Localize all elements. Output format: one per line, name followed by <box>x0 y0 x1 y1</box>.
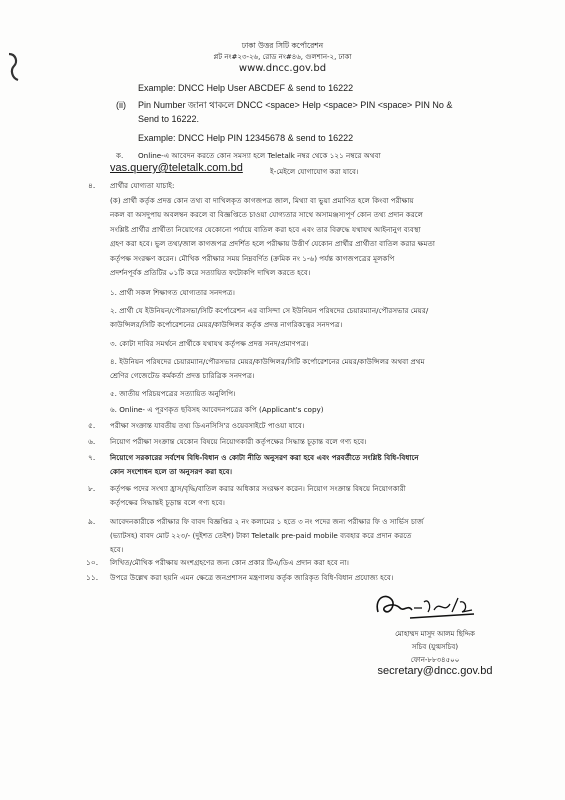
doc-list-item: ৩. কোটা দাবির সমর্থনে প্রার্থীকে যথাযথ কর্তৃপক্ষ প্রদত্ত সনদ/প্রমাণপত্র। <box>110 339 309 348</box>
item-8-text: কর্তৃপক্ষের সিদ্ধান্তই চূড়ান্ত বলে গণ্য হবে। <box>110 498 225 507</box>
item-4-para: সংশ্লিষ্ট প্রার্থীর প্রার্থীতা নিয়োগের যেকোনো পর্যায়ে বাতিল করা হবে এবং তার বিরুদ্ধে যথাযথ আইনানুগ ব্যবস্থা <box>110 225 421 234</box>
doc-list-item: শ্রেণির গেজেটেড কর্মকর্তা প্রদত্ত চারিত্রিক সনদপত্র। <box>110 371 255 380</box>
signatory-email[interactable]: secretary@dncc.gov.bd <box>377 665 493 677</box>
item-ii-number: (ii) <box>116 100 126 110</box>
item-9-text: হবে। <box>110 545 124 554</box>
item-7-number: ৭. <box>88 453 96 462</box>
item-4-para: নকল বা অসদুপায় অবলম্বন করলে বা বিজ্ঞপ্তিতে চাওয়া যোগ্যতার সাথে অসামঞ্জস্যপূর্ণ কোন তথ্য প্রদান করলে <box>110 210 424 219</box>
item-6-number: ৬. <box>88 437 96 446</box>
item-4-title: প্রার্থীর যোগ্যতা যাচাই: <box>110 181 175 190</box>
item-9-text: আবেদনকারীকে পরীক্ষার ফি বাবদ বিজ্ঞপ্তির ২ নং কলামের ১ হতে ৩ নং পদের জন্য পরীক্ষার ফি ও সার্ভিস চার্জ <box>110 517 424 526</box>
doc-list-item: ৬. Online- এ পূরণকৃত ছবিসহ আবেদনপত্রের কপি (Applicant's copy) <box>110 405 324 414</box>
header-address: প্লট নং#২৩-২৬, রোড নং#৪৬, গুলশান-২, ঢাকা <box>213 53 352 61</box>
item-6-text: নিয়োগ পরীক্ষা সংক্রান্ত যেকোন বিষয়ে নিয়োগকারী কর্তৃপক্ষের সিদ্ধান্ত চূড়ান্ত বলে গণ্য হবে। <box>110 437 367 446</box>
doc-list-item: ৫. জাতীয় পরিচয়পত্রের সত্যায়িত অনুলিপি। <box>110 389 236 398</box>
item-ka-number: ক. <box>116 151 124 160</box>
item-4-para: কর্তৃপক্ষ সংরক্ষণ করেন। মৌখিক পরীক্ষার সময় নিম্নবর্ণিত (ক্রমিক নং ১-৬) পর্যন্ত কাগজপত্রের মূলকপি <box>110 254 395 263</box>
item-8-text: কর্তৃপক্ষ পদের সংখ্যা হ্রাস/বৃদ্ধি/বাতিল করার অধিকার সংরক্ষণ করেন। নিয়োগ সংক্রান্ত বিষয়ে নিয়োগকারী <box>110 484 406 493</box>
item-5-text: পরীক্ষা সংক্রান্ত যাবতীয় তথ্য ডিএনসিসি'র ওয়েবসাইটে পাওয়া যাবে। <box>110 421 305 430</box>
send-line: Send to 16222. <box>138 114 200 124</box>
item-7-text: কোন সংশোধন হলে তা অনুসরণ করা হবে। <box>110 467 233 476</box>
support-email-link[interactable]: vas.query@teletalk.com.bd <box>110 162 243 174</box>
online-help-line: Online-এ আবেদন করতে কোন সমস্যা হলে Teletalk নম্বর থেকে ১২১ নম্বরে অথবা <box>138 151 381 160</box>
header-org: ঢাকা উত্তর সিটি কর্পোরেশন <box>241 41 324 50</box>
signatory-title: সচিব (যুগ্মসচিব) <box>411 643 459 651</box>
item-11-number: ১১. <box>86 573 99 582</box>
email-contact-text: ই-মেইলে যোগাযোগ করা যাবে। <box>270 167 359 176</box>
doc-list-item: ৪. ইউনিয়ন পরিষদের চেয়ারম্যান/পৌরসভার মেয়র/কাউন্সিলর/সিটি কর্পোরেশনের মেয়র/কাউন্সিলর অথবা প্রথম <box>110 357 425 366</box>
item-9-text: (ভ্যাটসহ) বাবদ মোট ২২৩/- (দুইশত তেইশ) টাকা Teletalk pre-paid mobile ব্যবহার করে প্রদান করতে <box>110 531 412 540</box>
item-4-para: প্রদর্শনপূর্বক প্রতিটির ০১টি করে সত্যায়িত ফটোকপি দাখিল করতে হবে। <box>110 268 311 277</box>
item-11-text: উপরে উল্লেখ করা হয়নি এমন ক্ষেত্রে জনপ্রশাসন মন্ত্রণালয় কর্তৃক জারিকৃত বিধি-বিধান প্রযোজ্য হবে। <box>110 573 394 582</box>
doc-list-item: ২. প্রার্থী যে ইউনিয়ন/পৌরসভা/সিটি কর্পোরেশন এর বাসিন্দা সে ইউনিয়ন পরিষদের চেয়ারম্যান/পৌরসভার মেয়র/ <box>110 306 429 315</box>
item-4-number: ৪. <box>88 181 96 190</box>
item-10-number: ১০. <box>86 558 99 567</box>
item-4-para: গ্রহণ করা হবে। ভুল তথ্য/জাল কাগজপত্র প্রদর্শিত হলে পরীক্ষায় উত্তীর্ণ যেকোন প্রার্থীর প্রার্থীতা বাতিল করার ক্ষমতা <box>110 239 435 248</box>
handwritten-signature <box>370 588 480 624</box>
item-4-para: (ক) প্রার্থী কর্তৃক প্রদত্ত কোন তথ্য বা দাখিলকৃত কাগজপত্র জাল, মিথ্যা বা ভুয়া প্রমাণিত হলে কিংবা পরীক্ষায় <box>110 196 414 205</box>
pin-instruction-line: Pin Number জানা থাকলে DNCC <space> Help <space> PIN <space> PIN No & <box>138 100 453 110</box>
header-website: www.dncc.gov.bd <box>238 63 327 74</box>
item-8-number: ৮. <box>88 484 96 493</box>
signatory-name: মোহাম্মদ মাসুদ আলম ছিদ্দিক <box>395 630 475 638</box>
example-user-line: Example: DNCC Help User ABCDEF & send to 16222 <box>138 83 354 93</box>
item-10-text: লিখিত/মৌখিক পরীক্ষায় অংশগ্রহণের জন্য কোন প্রকার টিএ/ডিএ প্রদান করা হবে না। <box>110 558 349 567</box>
item-5-number: ৫. <box>88 421 96 430</box>
item-9-number: ৯. <box>88 517 96 526</box>
doc-list-item: কাউন্সিলর/সিটি কর্পোরেশনের মেয়র/কাউন্সিলর কর্তৃক প্রদত্ত নাগরিকত্বের সনদপত্র। <box>110 320 343 329</box>
example-pin-line: Example: DNCC Help PIN 12345678 & send to 16222 <box>138 133 354 143</box>
signatory-phone: ফোন-৮৮৩৪৫০০ <box>410 656 460 664</box>
item-7-text: নিয়োগে সরকারের সর্বশেষ বিধি-বিধান ও কোটা নীতি অনুসরণ করা হবে এবং পরবর্তীতে সংশ্লিষ্ট বিধি-বিধানে <box>110 453 419 462</box>
doc-list-item: ১. প্রার্থী সকল শিক্ষাগত যোগ্যতার সনদপত্র। <box>110 288 235 297</box>
